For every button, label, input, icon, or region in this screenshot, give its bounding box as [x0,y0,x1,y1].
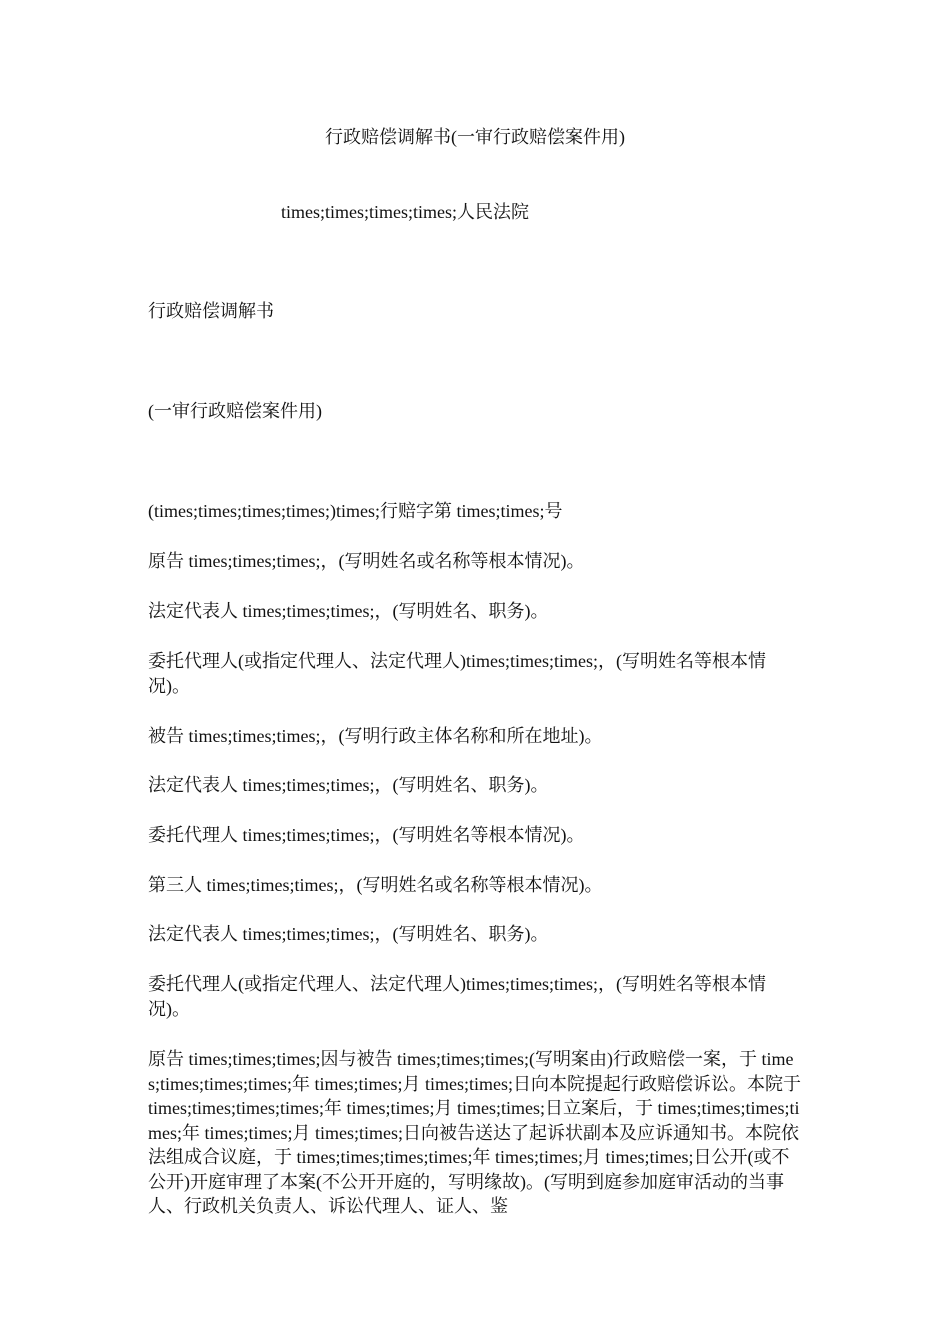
party-plaintiff-agent: 委托代理人(或指定代理人、法定代理人)times;times;times;，(写明姓名等根本情况)。 [148,651,766,696]
party-defendant: 被告 times;times;times;，(写明行政主体名称和所在地址)。 [148,726,603,746]
party-third-party-agent: 委托代理人(或指定代理人、法定代理人)times;times;times;，(写明姓名等根本情况)。 [148,974,766,1019]
party-plaintiff: 原告 times;times;times;，(写明姓名或名称等根本情况)。 [148,551,585,571]
case-number: (times;times;times;times;)times;行赔字第 times;times;号 [148,501,563,521]
body-paragraph: 原告 times;times;times;因与被告 times;times;times;(写明案由)行政赔偿一案，于 times;times;times;times;年 times;times;月 times;times;日向本院提起行政赔偿诉讼。本院于 times;times;times;times;年 times;times;月 times;times;日立案后，于 times;times;times;times;年 times;times;月 times;times;日向被告送达了起诉状副本及应诉通知书。本院依法组成合议庭，于 times;times;times;times;年 times;times;月 times;times;日公开(或不公开)开庭审理了本案(不公开开庭的，写明缘故)。(写明到庭参加庭审活动的当事人、行政机关负责人、诉讼代理人、证人、鉴 [148,1049,801,1216]
document-subheading: (一审行政赔偿案件用) [148,401,322,421]
document-title: 行政赔偿调解书(一审行政赔偿案件用) [325,127,625,147]
document-heading: 行政赔偿调解书 [148,301,274,321]
party-third-party-legal-rep: 法定代表人 times;times;times;，(写明姓名、职务)。 [148,924,549,944]
party-defendant-legal-rep: 法定代表人 times;times;times;，(写明姓名、职务)。 [148,775,549,795]
party-plaintiff-legal-rep: 法定代表人 times;times;times;，(写明姓名、职务)。 [148,601,549,621]
party-defendant-agent: 委托代理人 times;times;times;，(写明姓名等根本情况)。 [148,825,585,845]
court-name-line: times;times;times;times;人民法院 [281,202,529,222]
party-third-party: 第三人 times;times;times;，(写明姓名或名称等根本情况)。 [148,875,603,895]
